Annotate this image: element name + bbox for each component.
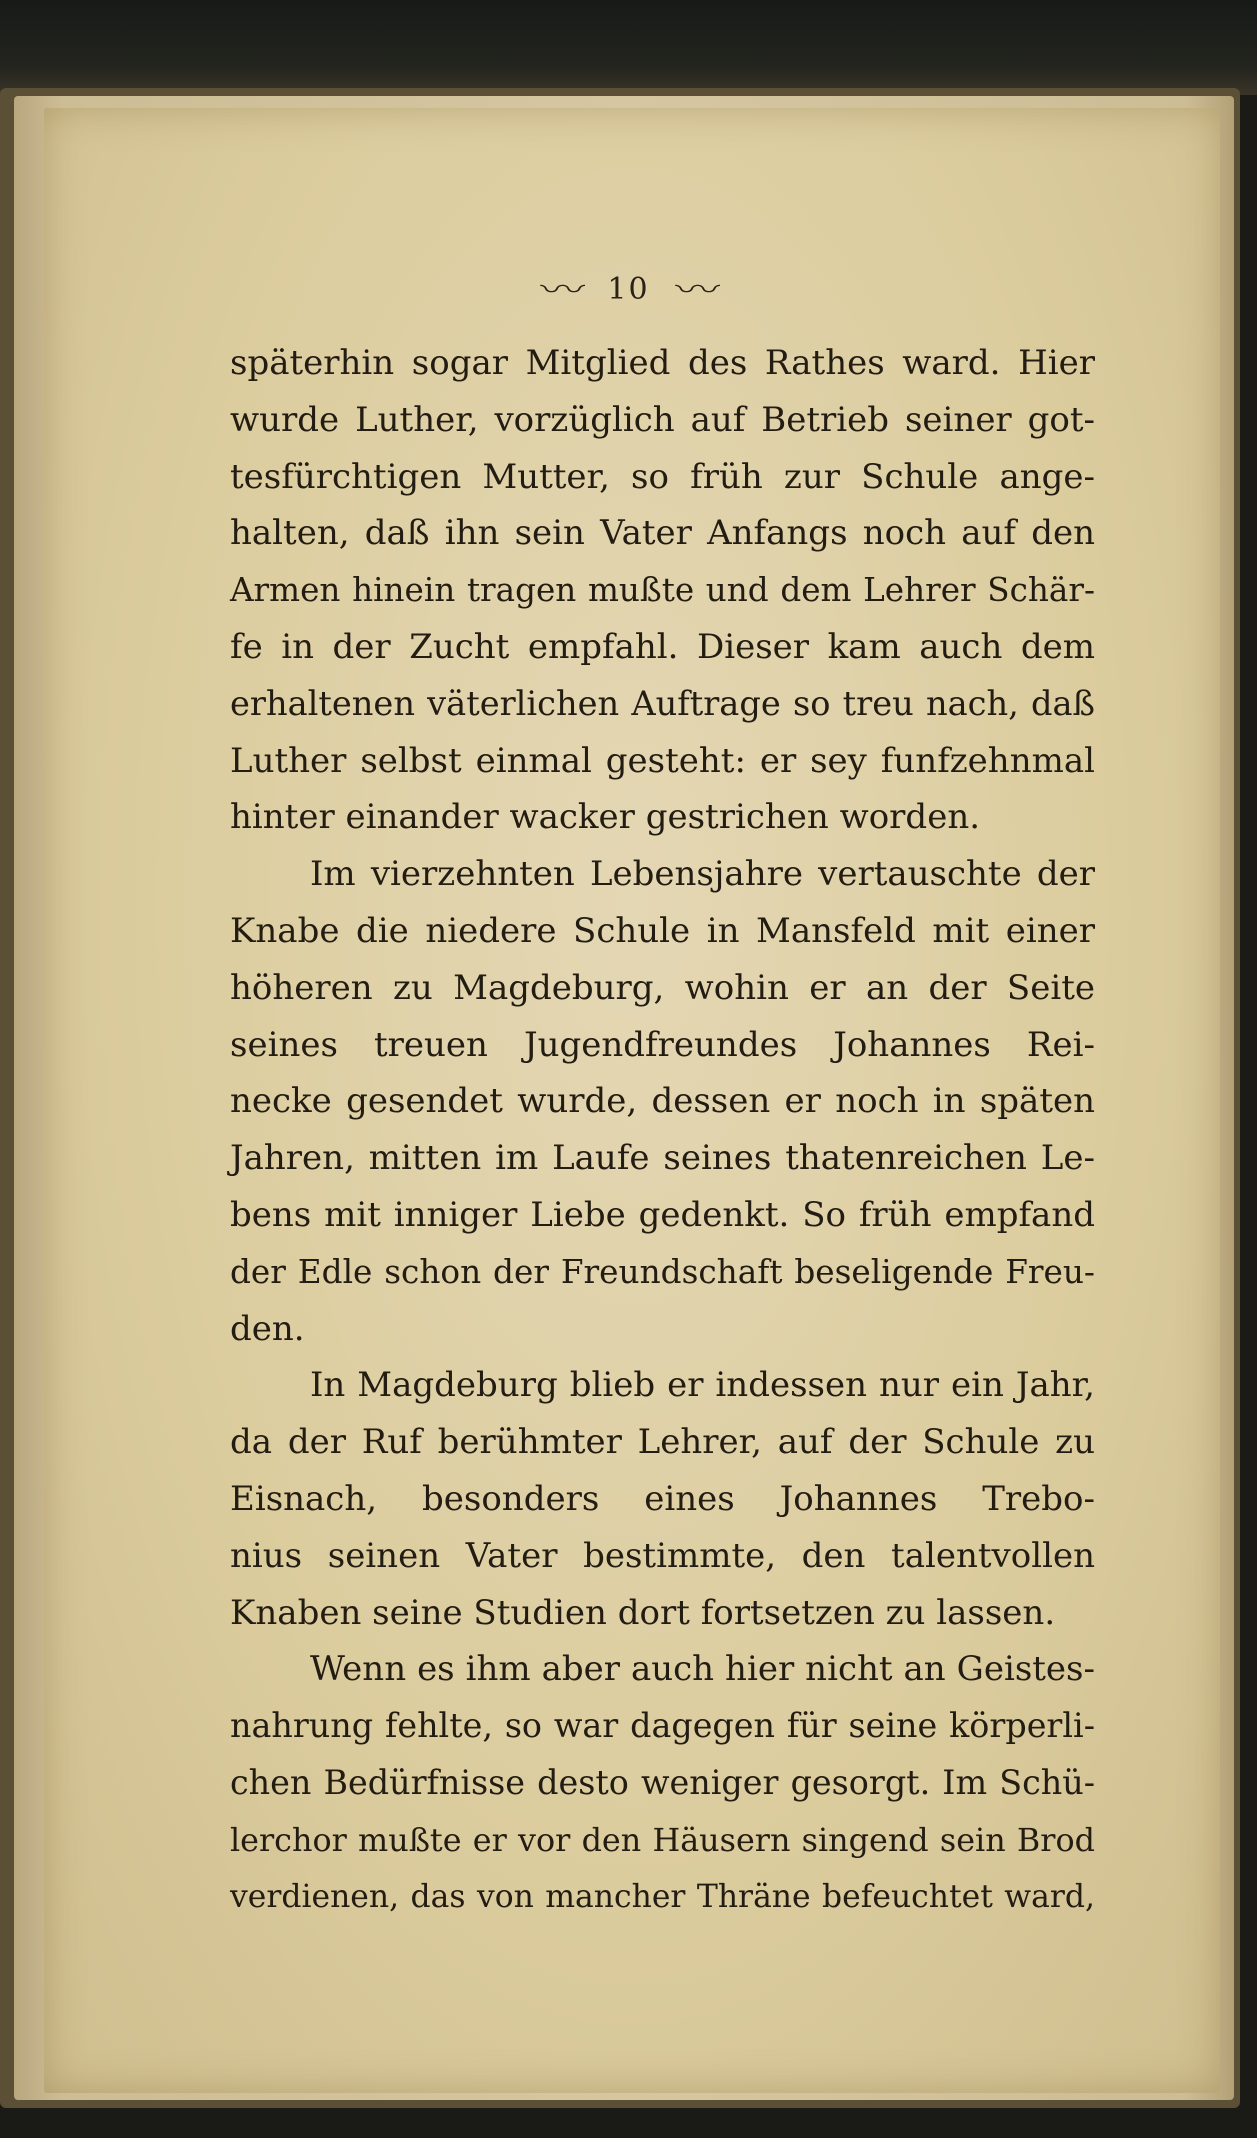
ornament-left-icon: 〰 (540, 273, 582, 306)
text-line: Knaben seine Studien dort fortsetzen zu lassen. (230, 1592, 1056, 1633)
text-line: verdienen, das von mancher Thräne befeuchtet ward, (230, 1878, 1095, 1915)
page-header (0, 268, 1257, 308)
paragraph-2 (230, 846, 1095, 1357)
text-line: In Magdeburg blieb er indessen nur ein Jahr, (310, 1365, 1095, 1406)
text-line: nius seinen Vater bestimmte, den talentvollen (230, 1535, 1095, 1576)
text-line: bens mit inniger Liebe gedenkt. So früh empfand (230, 1194, 1095, 1235)
text-line: erhaltenen väterlichen Auftrage so treu nach, daß (230, 683, 1095, 723)
text-line: Armen hinein tragen mußte und dem Lehrer Schär- (230, 571, 1095, 610)
text-line: höheren zu Magdeburg, wohin er an der Seite (230, 967, 1095, 1008)
text-line: Knabe die niedere Schule in Mansfeld mit einer (230, 910, 1095, 951)
text-line: der Edle schon der Freundschaft beseligende Freu- (230, 1252, 1095, 1291)
text-line: da der Ruf berühmter Lehrer, auf der Schule zu (230, 1422, 1095, 1463)
paragraph-3 (230, 1357, 1095, 1641)
text-line: den. (230, 1308, 305, 1349)
text-line: Luther selbst einmal gesteht: er sey funfzehnmal (230, 740, 1095, 781)
text-line: necke gesendet wurde, dessen er noch in späten (230, 1081, 1095, 1122)
text-line: halten, daß ihn sein Vater Anfangs noch auf den (230, 513, 1095, 554)
book-binding-top (0, 0, 1257, 95)
text-line: späterhin sogar Mitglied des Rathes ward. Hier (230, 343, 1095, 383)
page-body-text (230, 335, 1095, 1925)
paragraph-4 (230, 1641, 1095, 1925)
ornament-right-icon: 〰 (675, 273, 717, 306)
text-line: fe in der Zucht empfahl. Dieser kam auch dem (230, 626, 1095, 667)
paragraph-1 (230, 335, 1095, 846)
text-line: tesfürchtigen Mutter, so früh zur Schule ange- (230, 456, 1095, 497)
text-line: hinter einander wacker gestrichen worden. (230, 797, 981, 838)
text-line: Eisnach, besonders eines Johannes Trebo- (230, 1478, 1095, 1519)
text-line: Wenn es ihm aber auch hier nicht an Geistes- (310, 1649, 1095, 1690)
text-line: Jahren, mitten im Laufe seines thatenreichen Le- (230, 1138, 1095, 1179)
text-line: lerchor mußte er vor den Häusern singend sein Brod (230, 1820, 1095, 1859)
text-line: chen Bedürfnisse desto weniger gesorgt. Im Schü- (230, 1762, 1095, 1802)
text-line: Im vierzehnten Lebensjahre vertauschte der (310, 854, 1095, 895)
text-line: seines treuen Jugendfreundes Johannes Rei- (230, 1024, 1095, 1065)
page-number: 10 (607, 272, 650, 307)
text-line: wurde Luther, vorzüglich auf Betrieb seiner got- (230, 399, 1095, 440)
text-line: nahrung fehlte, so war dagegen für seine körperli- (230, 1706, 1095, 1746)
